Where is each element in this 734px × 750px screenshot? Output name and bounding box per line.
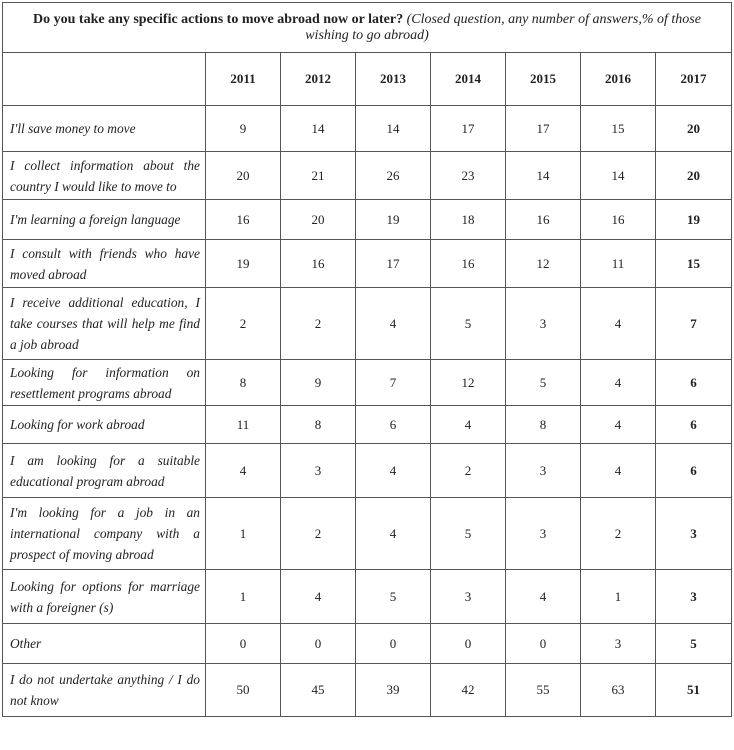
value-cell-2017: 6	[656, 360, 732, 406]
value-cell-2015: 3	[506, 498, 581, 570]
value-cell-2014: 16	[431, 240, 506, 288]
value-cell-2014: 3	[431, 570, 506, 624]
value-cell-2012: 0	[281, 624, 356, 664]
table-row	[3, 152, 732, 200]
table-row	[3, 240, 732, 288]
row-label: Looking for work abroad	[3, 406, 206, 444]
value-cell-2016: 14	[581, 152, 656, 200]
value-cell-2014: 2	[431, 444, 506, 498]
year-header-2015: 2015	[506, 53, 581, 106]
value-cell-2013: 5	[356, 570, 431, 624]
value-cell-2013: 4	[356, 288, 431, 360]
value-cell-2014: 42	[431, 664, 506, 717]
header-row	[3, 53, 732, 106]
value-cell-2013: 4	[356, 444, 431, 498]
year-header-2011: 2011	[206, 53, 281, 106]
value-cell-2013: 7	[356, 360, 431, 406]
year-header-2013: 2013	[356, 53, 431, 106]
value-cell-2017: 3	[656, 570, 732, 624]
row-label: I do not undertake anything / I do not know	[3, 664, 206, 717]
value-cell-2016: 16	[581, 200, 656, 240]
value-cell-2016: 3	[581, 624, 656, 664]
value-cell-2015: 5	[506, 360, 581, 406]
value-cell-2014: 0	[431, 624, 506, 664]
row-label: I'm looking for a job in an international company with a prospect of moving abroad	[3, 498, 206, 570]
row-label: Other	[3, 624, 206, 664]
value-cell-2012: 45	[281, 664, 356, 717]
value-cell-2016: 4	[581, 444, 656, 498]
value-cell-2014: 5	[431, 498, 506, 570]
year-header-2012: 2012	[281, 53, 356, 106]
value-cell-2012: 3	[281, 444, 356, 498]
value-cell-2015: 55	[506, 664, 581, 717]
table-title	[3, 3, 732, 53]
value-cell-2012: 20	[281, 200, 356, 240]
header-empty-cell	[3, 53, 206, 106]
row-label: I receive additional education, I take courses that will help me find a job abroad	[3, 288, 206, 360]
value-cell-2011: 9	[206, 106, 281, 152]
survey-table	[2, 2, 732, 717]
value-cell-2016: 2	[581, 498, 656, 570]
value-cell-2017: 3	[656, 498, 732, 570]
value-cell-2013: 14	[356, 106, 431, 152]
value-cell-2016: 4	[581, 406, 656, 444]
value-cell-2017: 6	[656, 444, 732, 498]
value-cell-2011: 20	[206, 152, 281, 200]
value-cell-2014: 4	[431, 406, 506, 444]
table-row	[3, 288, 732, 360]
value-cell-2013: 39	[356, 664, 431, 717]
value-cell-2011: 8	[206, 360, 281, 406]
value-cell-2015: 8	[506, 406, 581, 444]
value-cell-2017: 51	[656, 664, 732, 717]
value-cell-2011: 1	[206, 498, 281, 570]
row-label: I'll save money to move	[3, 106, 206, 152]
value-cell-2011: 50	[206, 664, 281, 717]
value-cell-2016: 15	[581, 106, 656, 152]
table-row	[3, 360, 732, 406]
value-cell-2013: 4	[356, 498, 431, 570]
value-cell-2013: 19	[356, 200, 431, 240]
value-cell-2012: 2	[281, 288, 356, 360]
value-cell-2015: 3	[506, 444, 581, 498]
value-cell-2012: 21	[281, 152, 356, 200]
table-row	[3, 406, 732, 444]
title-row	[3, 3, 732, 53]
value-cell-2016: 11	[581, 240, 656, 288]
value-cell-2012: 14	[281, 106, 356, 152]
value-cell-2017: 19	[656, 200, 732, 240]
table-row	[3, 444, 732, 498]
value-cell-2014: 17	[431, 106, 506, 152]
value-cell-2017: 20	[656, 106, 732, 152]
table-row	[3, 106, 732, 152]
value-cell-2013: 17	[356, 240, 431, 288]
value-cell-2012: 8	[281, 406, 356, 444]
year-header-2016: 2016	[581, 53, 656, 106]
table-row	[3, 498, 732, 570]
value-cell-2015: 14	[506, 152, 581, 200]
value-cell-2015: 17	[506, 106, 581, 152]
value-cell-2016: 1	[581, 570, 656, 624]
row-label: Looking for information on resettlement programs abroad	[3, 360, 206, 406]
value-cell-2015: 3	[506, 288, 581, 360]
value-cell-2017: 6	[656, 406, 732, 444]
table-row	[3, 570, 732, 624]
year-header-2014: 2014	[431, 53, 506, 106]
value-cell-2016: 63	[581, 664, 656, 717]
value-cell-2011: 2	[206, 288, 281, 360]
row-label: I am looking for a suitable educational program abroad	[3, 444, 206, 498]
value-cell-2016: 4	[581, 288, 656, 360]
row-label: I'm learning a foreign language	[3, 200, 206, 240]
value-cell-2013: 6	[356, 406, 431, 444]
value-cell-2017: 20	[656, 152, 732, 200]
year-header-2017: 2017	[656, 53, 732, 106]
value-cell-2014: 18	[431, 200, 506, 240]
value-cell-2011: 0	[206, 624, 281, 664]
value-cell-2015: 16	[506, 200, 581, 240]
table-row	[3, 664, 732, 717]
row-label: Looking for options for marriage with a foreigner (s)	[3, 570, 206, 624]
value-cell-2012: 2	[281, 498, 356, 570]
table-row	[3, 624, 732, 664]
value-cell-2014: 23	[431, 152, 506, 200]
value-cell-2012: 4	[281, 570, 356, 624]
value-cell-2015: 4	[506, 570, 581, 624]
value-cell-2017: 15	[656, 240, 732, 288]
value-cell-2017: 5	[656, 624, 732, 664]
value-cell-2015: 0	[506, 624, 581, 664]
value-cell-2011: 16	[206, 200, 281, 240]
value-cell-2017: 7	[656, 288, 732, 360]
value-cell-2011: 11	[206, 406, 281, 444]
value-cell-2015: 12	[506, 240, 581, 288]
title-note: (Closed question, any number of answers,% of those wishing to go abroad)	[305, 11, 701, 43]
value-cell-2013: 26	[356, 152, 431, 200]
table-row	[3, 200, 732, 240]
value-cell-2014: 12	[431, 360, 506, 406]
value-cell-2013: 0	[356, 624, 431, 664]
value-cell-2011: 19	[206, 240, 281, 288]
value-cell-2014: 5	[431, 288, 506, 360]
value-cell-2012: 9	[281, 360, 356, 406]
value-cell-2012: 16	[281, 240, 356, 288]
row-label: I collect information about the country I would like to move to	[3, 152, 206, 200]
value-cell-2011: 1	[206, 570, 281, 624]
title-question: Do you take any specific actions to move abroad now or later?	[33, 11, 404, 27]
value-cell-2016: 4	[581, 360, 656, 406]
row-label: I consult with friends who have moved abroad	[3, 240, 206, 288]
value-cell-2011: 4	[206, 444, 281, 498]
